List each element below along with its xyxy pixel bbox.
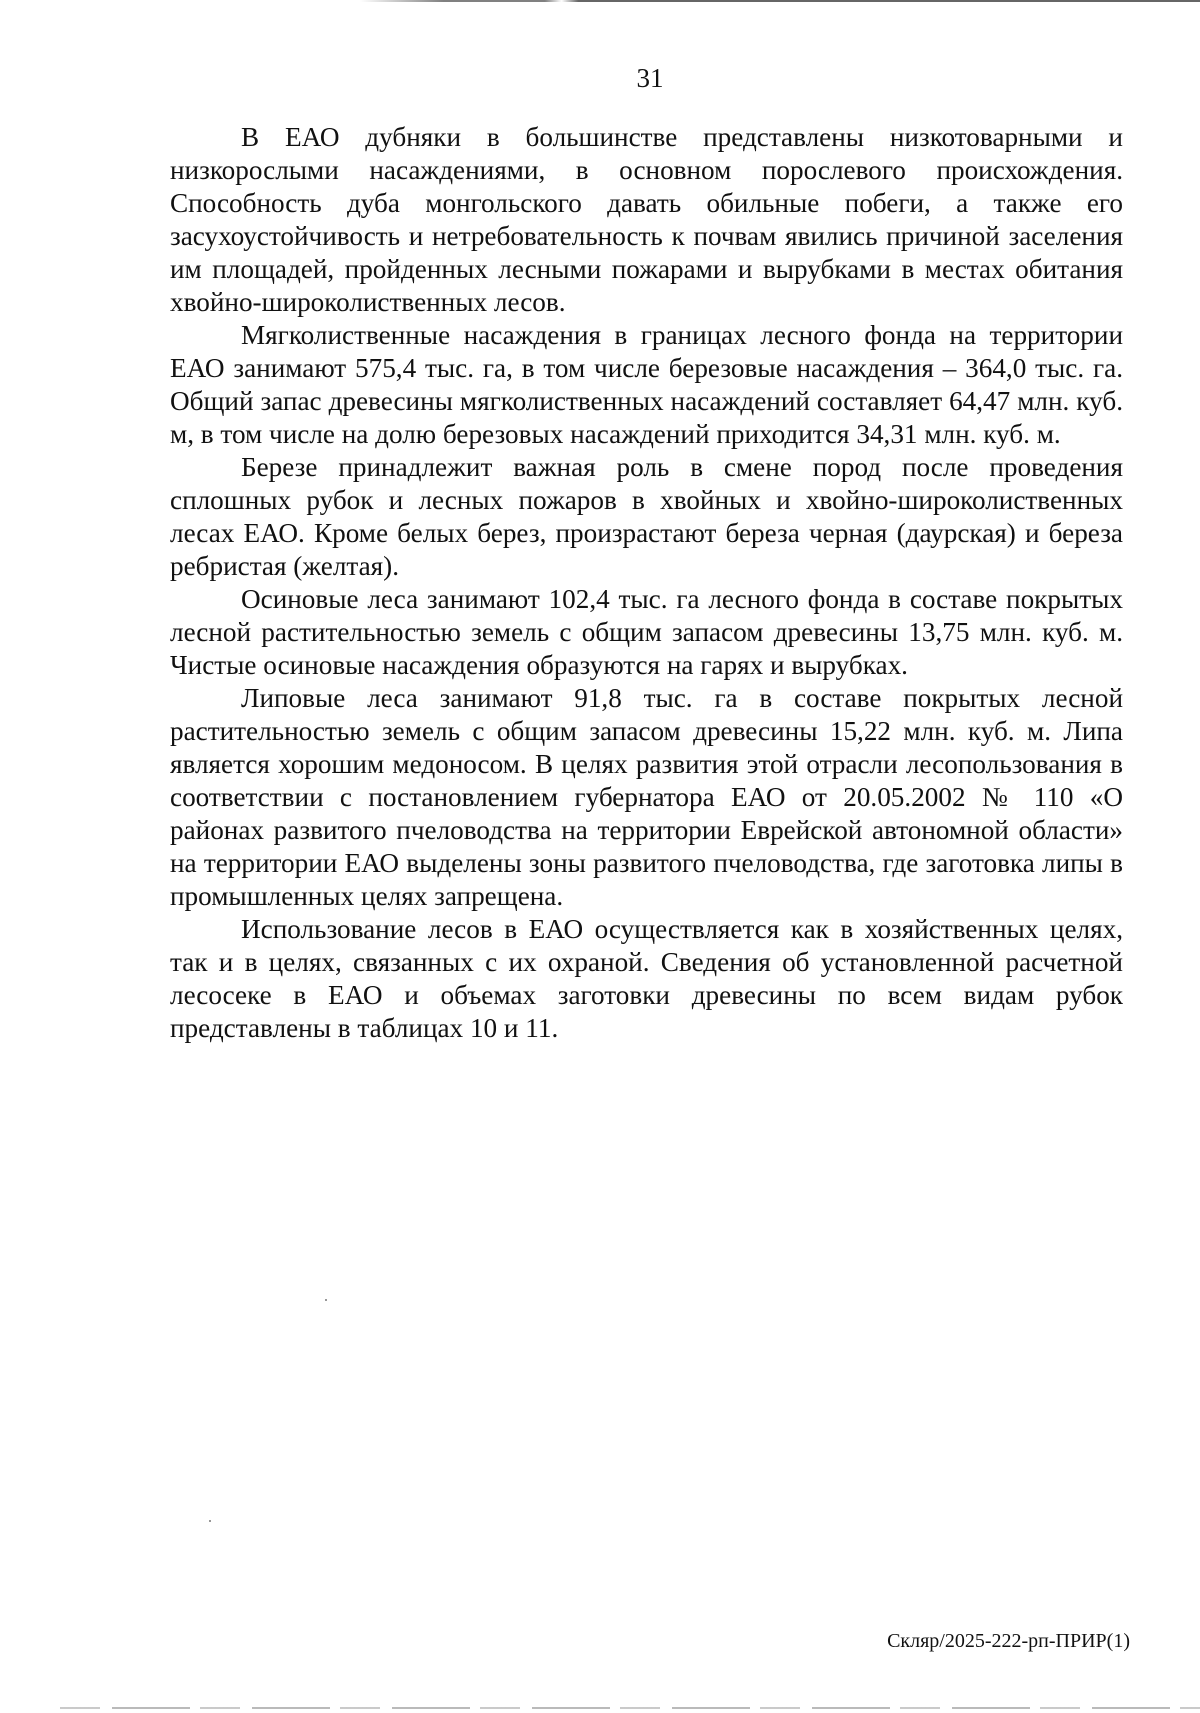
scan-edge-bottom [60,1707,1200,1709]
paragraph-forest-use: Использование лесов в ЕАО осуществляется как в хозяйственных целях, так и в целях, связанных с их охраной. Сведения об установленной расчетной лесосеке в ЕАО и объемах заготовки древесины по всем видам рубок представлены в таблицах 10 и 11. [170,914,1123,1043]
scan-speck [209,1520,211,1522]
paragraph-softwood-stands: Мягколиственные насаждения в границах лесного фонда на территории ЕАО занимают 575,4 тыс. га, в том числе березовые насаждения – 364,0 тыс. га. Общий запас древесины мягколиственных насаждений составляет 64,47 млн. куб. м, в том числе на долю березовых насаждений приходится 34,31 млн. куб. м. [170,320,1123,449]
document-body [170,121,1123,1045]
paragraph-oak-forests: В ЕАО дубняки в большинстве представлены низкотоварными и низкорослыми насаждениями, в основном порослевого происхождения. Способность дуба монгольского давать обильные побеги, а также его засухоустойчивость и нетребовательность к почвам явились причиной заселения им площадей, пройденных лесными пожарами и вырубками в местах обитания хвойно-широколиственных лесов. [170,122,1123,317]
paragraph-birch: Березе принадлежит важная роль в смене пород после проведения сплошных рубок и лесных пожаров в хвойных и хвойно-широколиственных лесах ЕАО. Кроме белых берез, произрастают береза черная (даурская) и береза ребристая (желтая). [170,452,1123,581]
document-code: Скляр/2025-222-рп-ПРИР(1) [887,1630,1130,1652]
page-number: 31 [636,63,664,93]
scan-speck [325,1299,327,1301]
scan-edge-top [360,0,1200,2]
paragraph-aspen-forests: Осиновые леса занимают 102,4 тыс. га лесного фонда в составе покрытых лесной растительностью земель с общим запасом древесины 13,75 млн. куб. м. Чистые осиновые насаждения образуются на гарях и вырубках. [170,584,1123,680]
paragraph-linden-forests: Липовые леса занимают 91,8 тыс. га в составе покрытых лесной растительностью земель с общим запасом древесины 15,22 млн. куб. м. Липа является хорошим медоносом. В целях развития этой отрасли лесопользования в соответствии с постановлением губернатора ЕАО от 20.05.2002 № 110 «О районах развитого пчеловодства на территории Еврейской автономной области» на территории ЕАО выделены зоны развитого пчеловодства, где заготовка липы в промышленных целях запрещена. [170,683,1123,911]
